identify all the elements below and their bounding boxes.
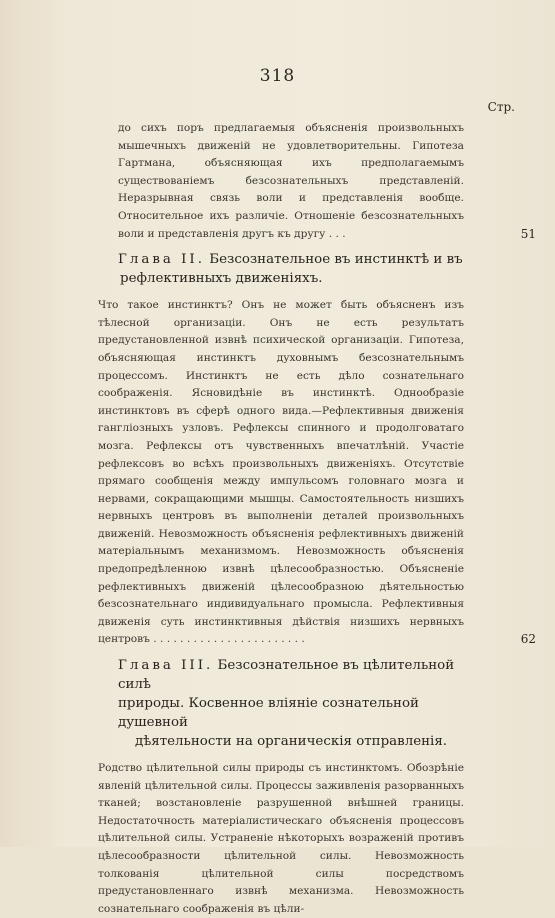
chapter-2-body: Что такое инстинктъ? Онъ не может быть объясненъ изъ тѣлесной организаціи. Онъ не есть результатъ предустановленной извнѣ психической организаціи. Гипотеза, объясняющая инстинктъ духовнымъ безсознательнымъ процессомъ. Инстинктъ не есть дѣло сознательнаго соображенія. Ясновидѣніе въ инстинктѣ. Однообразіе инстинктовъ въ сферѣ одного вида.—Рефлективныя движенія гангліозныхъ узловъ. Рефлексы спинного и продолговатаго мозга. Рефлексы отъ чувственныхъ впечатлѣній. Участіе рефлексовъ во всѣхъ произвольныхъ движеніяхъ. Отсутствіе прямаго сообщенія между импульсомъ головнаго мозга и нервами, сокращающими мышцы. Самостоятельность низшихъ нервныхъ центровъ въ выполненіи деталей произвольныхъ движеній. Невозможность объясненія рефлективныхъ движеній матеріальнымъ механизмомъ. Невозможность объясненія предопредѣленною извнѣ цѣлесообразностью. Объясненіе рефлективныхъ движеній цѣлесообразною дѣятельностью безсознательнаго индивидуальнаго промысла. Рефлективныя движенія суть инстинктивныя дѣйствія низшихъ нервныхъ центровъ . . . . . . . . . . . . . . . . . . . . . . . — [98, 299, 464, 646]
page-column-header: Стр. — [487, 100, 515, 114]
chapter-2-heading — [118, 250, 464, 288]
table-of-contents — [98, 120, 536, 918]
chapter-3-title-line3: дѣятельности на органическія отправленія. — [134, 734, 448, 750]
page-number: 318 — [259, 66, 296, 86]
toc-entry-chapter-2 — [98, 297, 536, 649]
chapter-2-title-line2: рефлективныхъ движеніяхъ. — [120, 271, 323, 287]
chapter-3-title-line2: природы. Косвенное вліяніе сознательной душевной — [118, 696, 419, 731]
entry-page-ref: 51 — [520, 226, 536, 241]
chapter-2-page-ref: 62 — [520, 632, 536, 647]
chapter-3-body: Родство цѣлительной силы природы съ инстинктомъ. Обозрѣніе явленій цѣлительной силы. Процессы заживленія разорванныхъ тканей; возстановленіе разрушенной внѣшней границы. Недостаточность матеріалистическаго объясненія процессовъ цѣлительной силы. Устраненіе нѣкоторыхъ возраженій противъ цѣлесообразности цѣлительной силы. Невозможность толкованія цѣлительной силы посредствомъ предустановленнаго извнѣ механизма. Невозможность сознательнаго соображенія въ цѣли- — [98, 762, 464, 915]
chapter-3-number: Глава III. — [118, 658, 214, 674]
chapter-2-number: Глава II. — [118, 252, 205, 268]
chapter-3-title: Безсознательное въ цѣлительной силѣ — [118, 658, 455, 693]
toc-entry-continuation — [118, 120, 536, 243]
toc-entry-chapter-3 — [98, 760, 464, 918]
chapter-3-heading — [118, 656, 464, 751]
chapter-2-title: Безсознательное въ инстинктѣ и въ — [209, 252, 463, 268]
entry-text: до сихъ поръ предлагаемыя объясненія произвольныхъ мышечныхъ движеній не удовлетворительны. Гипотеза Гартмана, объясняющая ихъ предполагаемымъ существованіемъ безсознательныхъ представленій. Неразрывная связь воли и представленія вообще. Относительное ихъ различіе. Отношеніе безсознательныхъ воли и представленія другъ къ другу . . . — [118, 122, 464, 240]
